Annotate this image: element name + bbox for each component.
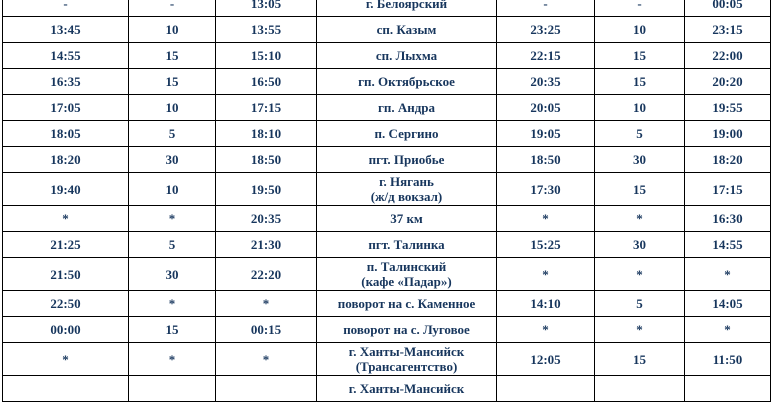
arrival-return-cell: 18:50: [497, 147, 595, 173]
stop-name-line: п. Сергино: [374, 126, 439, 141]
arrival-forward-cell: 21:50: [3, 258, 129, 291]
departure-forward-cell: 19:50: [216, 173, 317, 206]
stop-name-cell: [317, 0, 497, 17]
arrival-return-cell: 17:30: [497, 173, 595, 206]
stop-name-cell: [317, 317, 497, 343]
departure-return-cell: 11:50: [685, 343, 771, 376]
arrival-forward-cell: 16:35: [3, 69, 129, 95]
departure-forward-cell: 13:05: [216, 0, 317, 17]
stop-name-line: (ж/д вокзал): [370, 189, 443, 204]
schedule-row: [3, 69, 771, 95]
stop-name-line: пгт. Талинка: [368, 237, 445, 252]
stop-name-cell: [317, 43, 497, 69]
stop-duration-return-cell: 30: [595, 232, 685, 258]
stop-duration-forward-cell: [129, 376, 216, 402]
arrival-forward-cell: *: [3, 206, 129, 232]
departure-return-cell: 16:30: [685, 206, 771, 232]
stop-name-cell: [317, 173, 497, 206]
arrival-forward-cell: *: [3, 343, 129, 376]
departure-return-cell: *: [685, 317, 771, 343]
stop-name-cell: [317, 121, 497, 147]
departure-return-cell: 20:20: [685, 69, 771, 95]
stop-duration-return-cell: *: [595, 317, 685, 343]
arrival-return-cell: *: [497, 317, 595, 343]
stop-name-line: поворот на с. Луговое: [343, 322, 470, 337]
schedule-row: [3, 232, 771, 258]
stop-duration-return-cell: [595, 376, 685, 402]
stop-name-cell: [317, 291, 497, 317]
departure-return-cell: 23:15: [685, 17, 771, 43]
stop-duration-forward-cell: -: [129, 0, 216, 17]
schedule-row: [3, 43, 771, 69]
departure-return-cell: 19:00: [685, 121, 771, 147]
stop-duration-forward-cell: 5: [129, 232, 216, 258]
departure-return-cell: [685, 376, 771, 402]
stop-duration-forward-cell: 30: [129, 147, 216, 173]
departure-forward-cell: *: [216, 291, 317, 317]
arrival-return-cell: 14:10: [497, 291, 595, 317]
stop-duration-forward-cell: 5: [129, 121, 216, 147]
departure-forward-cell: 16:50: [216, 69, 317, 95]
arrival-return-cell: 22:15: [497, 43, 595, 69]
arrival-forward-cell: 18:05: [3, 121, 129, 147]
arrival-forward-cell: 19:40: [3, 173, 129, 206]
arrival-forward-cell: 13:45: [3, 17, 129, 43]
schedule-row: [3, 95, 771, 121]
stop-duration-return-cell: *: [595, 258, 685, 291]
stop-name-line: гп. Октябрьское: [358, 74, 455, 89]
stop-duration-return-cell: 15: [595, 69, 685, 95]
arrival-forward-cell: 21:25: [3, 232, 129, 258]
schedule-row: [3, 317, 771, 343]
stop-name-line: (кафе «Падар»): [361, 274, 452, 289]
departure-return-cell: 00:05: [685, 0, 771, 17]
stop-duration-return-cell: 10: [595, 17, 685, 43]
stop-duration-forward-cell: 10: [129, 17, 216, 43]
schedule-row: [3, 258, 771, 291]
arrival-return-cell: *: [497, 258, 595, 291]
stop-name-cell: [317, 232, 497, 258]
arrival-return-cell: 23:25: [497, 17, 595, 43]
stop-name-line: (Трансагентство): [355, 359, 458, 374]
stop-name-line: г. Ханты-Мансийск: [348, 381, 465, 396]
schedule-row: [3, 173, 771, 206]
departure-return-cell: 14:05: [685, 291, 771, 317]
stop-name-line: сп. Казым: [376, 22, 437, 37]
stop-duration-return-cell: -: [595, 0, 685, 17]
stop-duration-forward-cell: 10: [129, 95, 216, 121]
stop-name-cell: [317, 376, 497, 402]
arrival-forward-cell: 22:50: [3, 291, 129, 317]
departure-return-cell: 19:55: [685, 95, 771, 121]
stop-duration-forward-cell: 15: [129, 317, 216, 343]
departure-return-cell: 14:55: [685, 232, 771, 258]
arrival-return-cell: *: [497, 206, 595, 232]
stop-name-line: гп. Андра: [377, 100, 436, 115]
departure-forward-cell: 00:15: [216, 317, 317, 343]
stop-name-cell: [317, 147, 497, 173]
departure-return-cell: 18:20: [685, 147, 771, 173]
arrival-forward-cell: [3, 376, 129, 402]
arrival-forward-cell: 14:55: [3, 43, 129, 69]
arrival-return-cell: 20:35: [497, 69, 595, 95]
stop-duration-forward-cell: *: [129, 291, 216, 317]
stop-name-line: п. Талинский: [366, 259, 447, 274]
departure-forward-cell: 13:55: [216, 17, 317, 43]
stop-name-cell: [317, 343, 497, 376]
stop-name-cell: [317, 69, 497, 95]
schedule-row: [3, 206, 771, 232]
stop-duration-return-cell: *: [595, 206, 685, 232]
departure-forward-cell: *: [216, 343, 317, 376]
schedule-row: [3, 376, 771, 402]
stop-name-line: 37 км: [390, 211, 423, 226]
stop-duration-return-cell: 15: [595, 43, 685, 69]
stop-name-line: г. Нягань: [379, 174, 434, 189]
stop-name-cell: [317, 95, 497, 121]
arrival-forward-cell: 00:00: [3, 317, 129, 343]
departure-forward-cell: 20:35: [216, 206, 317, 232]
arrival-return-cell: -: [497, 0, 595, 17]
departure-return-cell: 17:15: [685, 173, 771, 206]
arrival-return-cell: 15:25: [497, 232, 595, 258]
stop-duration-return-cell: 15: [595, 173, 685, 206]
departure-forward-cell: 18:10: [216, 121, 317, 147]
departure-forward-cell: 17:15: [216, 95, 317, 121]
arrival-forward-cell: 17:05: [3, 95, 129, 121]
stop-duration-forward-cell: 15: [129, 43, 216, 69]
stop-name-cell: [317, 206, 497, 232]
stop-name-line: г. Белоярский: [365, 0, 448, 11]
arrival-return-cell: 19:05: [497, 121, 595, 147]
stop-duration-forward-cell: 15: [129, 69, 216, 95]
stop-name-line: пгт. Приобье: [368, 152, 445, 167]
arrival-return-cell: [497, 376, 595, 402]
stop-name-line: г. Ханты-Мансийск: [348, 344, 465, 359]
schedule-body: [3, 0, 771, 402]
stop-duration-return-cell: 10: [595, 95, 685, 121]
stop-duration-forward-cell: *: [129, 343, 216, 376]
schedule-row: [3, 291, 771, 317]
departure-return-cell: *: [685, 258, 771, 291]
schedule-row: [3, 0, 771, 17]
schedule-row: [3, 147, 771, 173]
arrival-forward-cell: 18:20: [3, 147, 129, 173]
stop-name-cell: [317, 17, 497, 43]
schedule-row: [3, 17, 771, 43]
departure-forward-cell: 22:20: [216, 258, 317, 291]
stop-duration-return-cell: 30: [595, 147, 685, 173]
stop-duration-forward-cell: 30: [129, 258, 216, 291]
bus-schedule-table: [2, 0, 771, 402]
arrival-return-cell: 12:05: [497, 343, 595, 376]
arrival-forward-cell: -: [3, 0, 129, 17]
stop-name-line: поворот на с. Каменное: [337, 296, 476, 311]
stop-duration-forward-cell: *: [129, 206, 216, 232]
arrival-return-cell: 20:05: [497, 95, 595, 121]
stop-duration-return-cell: 15: [595, 343, 685, 376]
stop-duration-return-cell: 5: [595, 291, 685, 317]
schedule-row: [3, 121, 771, 147]
departure-return-cell: 22:00: [685, 43, 771, 69]
departure-forward-cell: 18:50: [216, 147, 317, 173]
departure-forward-cell: 21:30: [216, 232, 317, 258]
stop-duration-forward-cell: 10: [129, 173, 216, 206]
stop-name-cell: [317, 258, 497, 291]
stop-duration-return-cell: 5: [595, 121, 685, 147]
schedule-row: [3, 343, 771, 376]
departure-forward-cell: 15:10: [216, 43, 317, 69]
departure-forward-cell: [216, 376, 317, 402]
stop-name-line: сп. Лыхма: [375, 48, 438, 63]
